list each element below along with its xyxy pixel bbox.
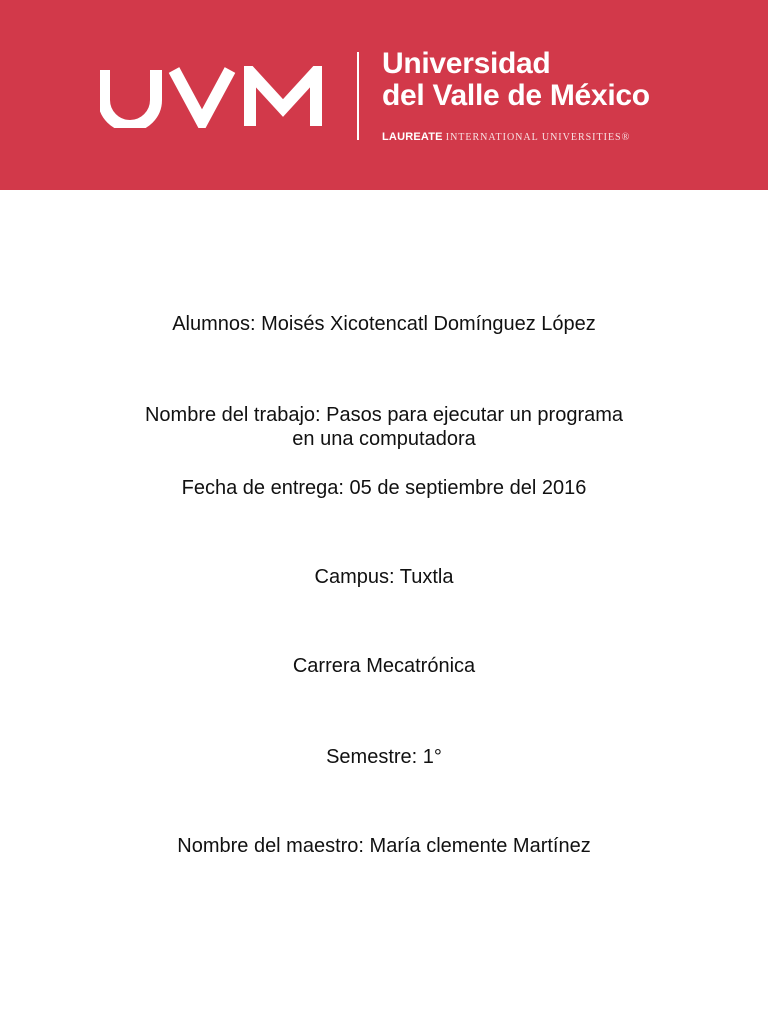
- work-title-line2: en una computadora: [292, 428, 476, 450]
- uvm-logo: [100, 66, 332, 128]
- students-field: Alumnos: Moisés Xicotencatl Domínguez López: [172, 313, 596, 335]
- logo-divider: [357, 52, 359, 140]
- laureate-label: LAUREATE: [382, 131, 443, 143]
- semester-field: Semestre: 1°: [326, 746, 442, 768]
- header-banner: [0, 0, 768, 190]
- university-name-line1: Universidad: [382, 47, 551, 80]
- work-title-line1: Nombre del trabajo: Pasos para ejecutar un programa: [144, 404, 624, 426]
- international-universities-label: INTERNATIONAL UNIVERSITIES®: [445, 132, 631, 143]
- teacher-field: Nombre del maestro: María clemente Martínez: [177, 835, 591, 857]
- work-title-field: [0, 403, 768, 451]
- university-name: [382, 48, 650, 112]
- campus-field: Campus: Tuxtla: [314, 566, 454, 588]
- university-name-line2: del Valle de México: [382, 79, 650, 112]
- due-date-field: Fecha de entrega: 05 de septiembre del 2016: [181, 477, 587, 499]
- laureate-network: [382, 131, 630, 144]
- career-field: Carrera Mecatrónica: [292, 655, 476, 677]
